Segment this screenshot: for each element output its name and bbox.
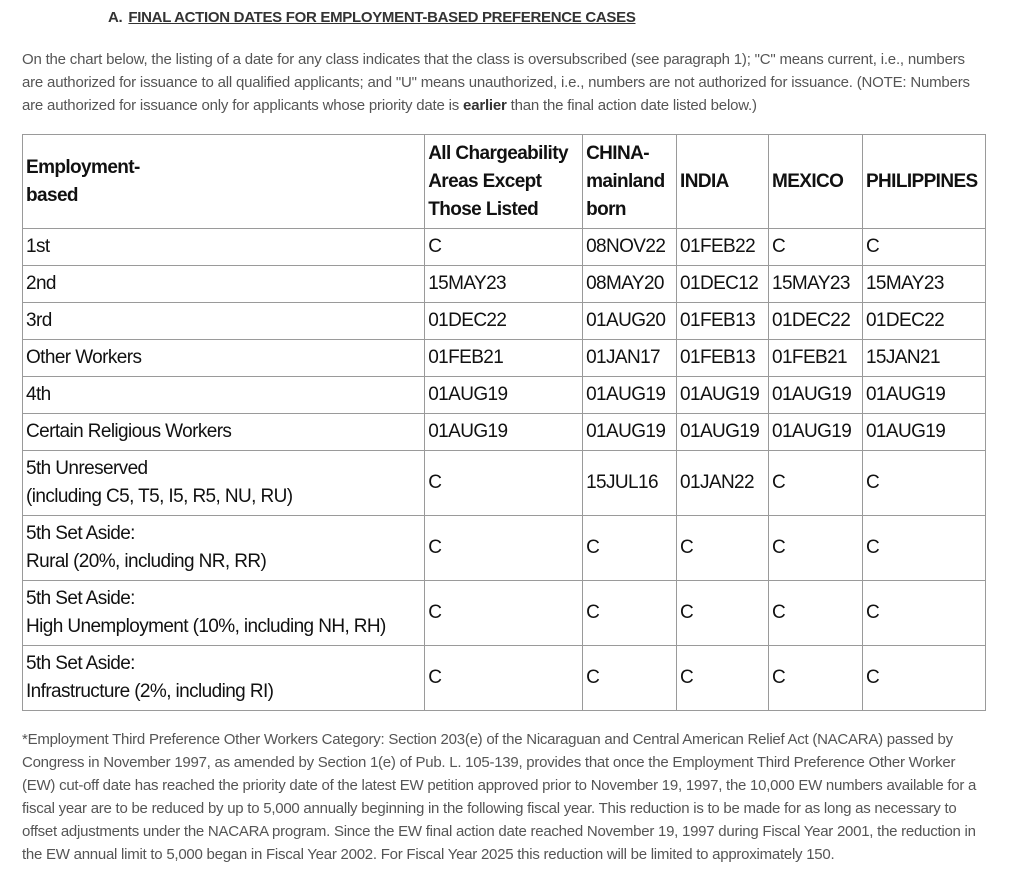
cell-china: 01AUG19 [583, 377, 677, 414]
row-category: 5th Unreserved (including C5, T5, I5, R5, NU, RU) [23, 451, 425, 516]
cell-all-chargeability: C [425, 229, 583, 266]
cell-mexico: C [769, 229, 863, 266]
cell-india: 01DEC12 [677, 266, 769, 303]
cell-india: 01AUG19 [677, 377, 769, 414]
row-category: Other Workers [23, 340, 425, 377]
cell-china: C [583, 516, 677, 581]
cell-philippines: C [862, 229, 985, 266]
cell-philippines: 01DEC22 [862, 303, 985, 340]
table-row [23, 414, 986, 451]
cell-philippines: 01AUG19 [862, 414, 985, 451]
cell-mexico: 15MAY23 [769, 266, 863, 303]
cell-philippines: C [862, 646, 985, 711]
header-philippines: PHILIPPINES [862, 135, 985, 229]
cell-india: 01FEB13 [677, 303, 769, 340]
header-employment-based: Employment- based [23, 135, 425, 229]
table-row [23, 229, 986, 266]
row-category: Certain Religious Workers [23, 414, 425, 451]
cell-china: C [583, 646, 677, 711]
cell-all-chargeability: C [425, 581, 583, 646]
section-heading [108, 9, 636, 26]
cell-india: 01FEB13 [677, 340, 769, 377]
intro-text: On the chart below, the listing of a date for any class indicates that the class is oversubscribed (see paragraph 1); "C" means current, i.e., numbers are authorized for issuance to all qualified applicants; and "U" means unauthorized, i.e., numbers are not authorized for issuance. (NOTE: Numbers are authorized for issuance only for applicants whose priority date is [22, 51, 970, 114]
cell-india: 01FEB22 [677, 229, 769, 266]
header-all-chargeability: All Chargeability Areas Except Those Listed [425, 135, 583, 229]
cell-philippines: 01AUG19 [862, 377, 985, 414]
section-letter: A. [108, 9, 123, 26]
row-category: 2nd [23, 266, 425, 303]
row-category: 3rd [23, 303, 425, 340]
header-india: INDIA [677, 135, 769, 229]
cell-mexico: 01DEC22 [769, 303, 863, 340]
table-row [23, 377, 986, 414]
cell-all-chargeability: 01FEB21 [425, 340, 583, 377]
table-row [23, 340, 986, 377]
cell-mexico: C [769, 451, 863, 516]
cell-china: 08NOV22 [583, 229, 677, 266]
table-header-row [23, 135, 986, 229]
cell-india: C [677, 581, 769, 646]
cell-china: C [583, 581, 677, 646]
row-category: 4th [23, 377, 425, 414]
cell-all-chargeability: 01DEC22 [425, 303, 583, 340]
row-category: 5th Set Aside: High Unemployment (10%, including NH, RH) [23, 581, 425, 646]
cell-china: 08MAY20 [583, 266, 677, 303]
header-mexico: MEXICO [769, 135, 863, 229]
cell-philippines: 15JAN21 [862, 340, 985, 377]
table-row [23, 303, 986, 340]
nacara-footnote: *Employment Third Preference Other Workers Category: Section 203(e) of the Nicaraguan and Central American Relief Act (NACARA) passed by Congress in November 1997, as amended by Section 1(e) of Pub. L. 105-139, provides that once the Employment Third Preference Other Worker (EW) cut-off date has reached the priority date of the latest EW petition approved prior to November 19, 1997, the 10,000 EW numbers available for a fiscal year are to be reduced by up to 5,000 annually beginning in the following fiscal year. This reduction is to be made for as long as necessary to offset adjustments under the NACARA program. Since the EW final action date reached November 19, 1997 during Fiscal Year 2001, the reduction in the EW annual limit to 5,000 began in Fiscal Year 2002. For Fiscal Year 2025 this reduction will be limited to approximately 150. [22, 731, 977, 863]
row-category: 1st [23, 229, 425, 266]
cell-all-chargeability: C [425, 646, 583, 711]
cell-china: 01AUG20 [583, 303, 677, 340]
cell-philippines: 15MAY23 [862, 266, 985, 303]
cell-mexico: C [769, 516, 863, 581]
table-row [23, 646, 986, 711]
intro-emphasis: earlier [463, 97, 507, 114]
cell-philippines: C [862, 516, 985, 581]
cell-china: 15JUL16 [583, 451, 677, 516]
table-row [23, 516, 986, 581]
header-china: CHINA- mainland born [583, 135, 677, 229]
cell-china: 01AUG19 [583, 414, 677, 451]
cell-all-chargeability: 01AUG19 [425, 414, 583, 451]
intro-text-end: than the final action date listed below.) [506, 97, 757, 114]
cell-mexico: 01AUG19 [769, 377, 863, 414]
cell-india: 01JAN22 [677, 451, 769, 516]
cell-philippines: C [862, 451, 985, 516]
cell-all-chargeability: C [425, 451, 583, 516]
cell-india: C [677, 516, 769, 581]
section-title: FINAL ACTION DATES FOR EMPLOYMENT-BASED PREFERENCE CASES [128, 9, 636, 26]
cell-all-chargeability: C [425, 516, 583, 581]
cell-mexico: C [769, 581, 863, 646]
cell-mexico: C [769, 646, 863, 711]
final-action-dates-table [22, 134, 986, 711]
cell-china: 01JAN17 [583, 340, 677, 377]
row-category: 5th Set Aside: Rural (20%, including NR, RR) [23, 516, 425, 581]
cell-philippines: C [862, 581, 985, 646]
cell-all-chargeability: 01AUG19 [425, 377, 583, 414]
cell-india: 01AUG19 [677, 414, 769, 451]
table-row [23, 581, 986, 646]
cell-mexico: 01FEB21 [769, 340, 863, 377]
table-row [23, 266, 986, 303]
cell-india: C [677, 646, 769, 711]
row-category: 5th Set Aside: Infrastructure (2%, including RI) [23, 646, 425, 711]
intro-paragraph [22, 48, 982, 117]
table-row [23, 451, 986, 516]
cell-all-chargeability: 15MAY23 [425, 266, 583, 303]
cell-mexico: 01AUG19 [769, 414, 863, 451]
